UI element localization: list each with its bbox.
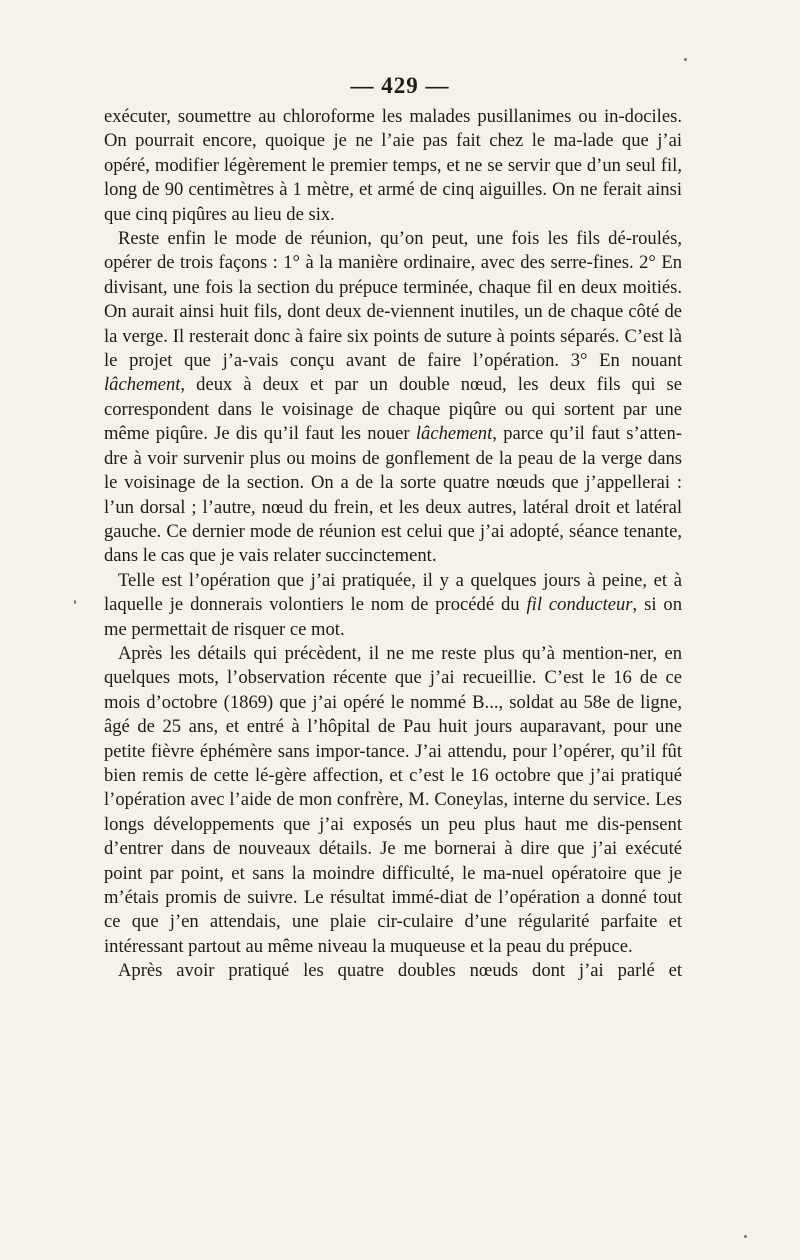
paragraph-2-text-b: , deux à deux et par un double nœud, les deux fils qui se correspondent dans le voisinage de chaque piqûre ou qui sortent par une même piqûre. Je dis qu’il faut les nouer	[104, 374, 682, 445]
paragraph-4-text: Après les détails qui précèdent, il ne me reste plus qu’à mention-ner, en quelques mots, l’observation récente que j’ai recueillie. C’est le 16 de ce mois d’octobre (1869) que j’ai opéré le nommé B..., soldat au 58e de ligne, âgé de 25 ans, et entré à l’hôpital de Pau huit jours auparavant, pour une petite fièvre éphémère sans impor-tance. J’ai attendu, pour l’opérer, qu’il fût bien remis de cette lé-gère affection, et c’est le 16 octobre que j’ai pratiqué l’opération avec l’aide de mon confrère, M. Coneylas, interne du service. Les longs développements que j’ai exposés un peu plus haut me dis-pensent d’entrer dans de nouveaux détails. Je me bornerai à dire que j’ai exécuté point par point, et sans la moindre difficulté, le ma-nuel opératoire que je m’étais promis de suivre. Le résultat immé-diat de l’opération a donné tout ce que j’en attendais, une plaie cir-culaire d’une régularité parfaite et intéressant partout au même niveau la muqueuse et la peau du prépuce.	[104, 642, 682, 957]
paragraph-3-italic: fil conducteur	[526, 594, 633, 616]
paragraph-2-text-a: Reste enfin le mode de réunion, qu’on peut, une fois les fils dé-roulés, opérer de trois façons : 1° à la manière ordinaire, avec des serre-fines. 2° En divisant, une fois la section du prépuce terminée, chaque fil en deux moitiés. On aurait ainsi huit fils, dont deux de-viennent inutiles, un de chaque côté de la verge. Il resterait donc à faire six points de suture à points séparés. C’est là le projet que j’a-vais conçu avant de faire l’opération. 3° En nouant	[104, 228, 682, 372]
paragraph-2	[104, 227, 682, 569]
paragraph-1	[104, 105, 682, 227]
paragraph-3-text-a: Telle est l’opération que j’ai pratiquée, il y a quelques jours à peine, et à laquelle je donnerais volontiers le nom de procédé du	[104, 569, 682, 616]
body-text	[104, 105, 682, 984]
print-speck	[744, 1235, 747, 1238]
paragraph-3-text-b: , si on me permettait de risquer ce mot.	[104, 594, 682, 640]
paragraph-1-text: exécuter, soumettre au chloroforme les malades pusillanimes ou in-dociles. On pourrait encore, quoique je ne l’aie pas fait chez le ma-lade que j’ai opéré, modifier légèrement le premier temps, et ne se servir que d’un seul fil, long de 90 centimètres à 1 mètre, et armé de cinq aiguilles. On ne ferait ainsi que cinq piqûres au lieu de six.	[104, 106, 682, 225]
paragraph-2-italic-a: lâchement	[104, 374, 181, 396]
paragraph-5-text: Après avoir pratiqué les quatre doubles nœuds dont j’ai parlé et	[118, 960, 682, 982]
paragraph-2-text-c: , parce qu’il faut s’atten-dre à voir survenir plus ou moins de gonflement de la peau de la verge dans le voisinage de la section. On a de la sorte quatre nœuds que j’appellerai : l’un dorsal ; l’autre, nœud du frein, et les deux autres, latéral droit et latéral gauche. Ce dernier mode de réunion est celui que j’ai adopté, séance tenante, dans le cas que je vais relater succinctement.	[104, 423, 682, 567]
paragraph-4	[104, 642, 682, 959]
page-number: — 429 —	[350, 73, 450, 98]
print-speck	[684, 58, 687, 61]
paragraph-5	[104, 959, 682, 983]
print-speck	[74, 600, 76, 604]
paragraph-3	[104, 569, 682, 642]
paragraph-2-italic-b: lâchement	[415, 423, 493, 445]
